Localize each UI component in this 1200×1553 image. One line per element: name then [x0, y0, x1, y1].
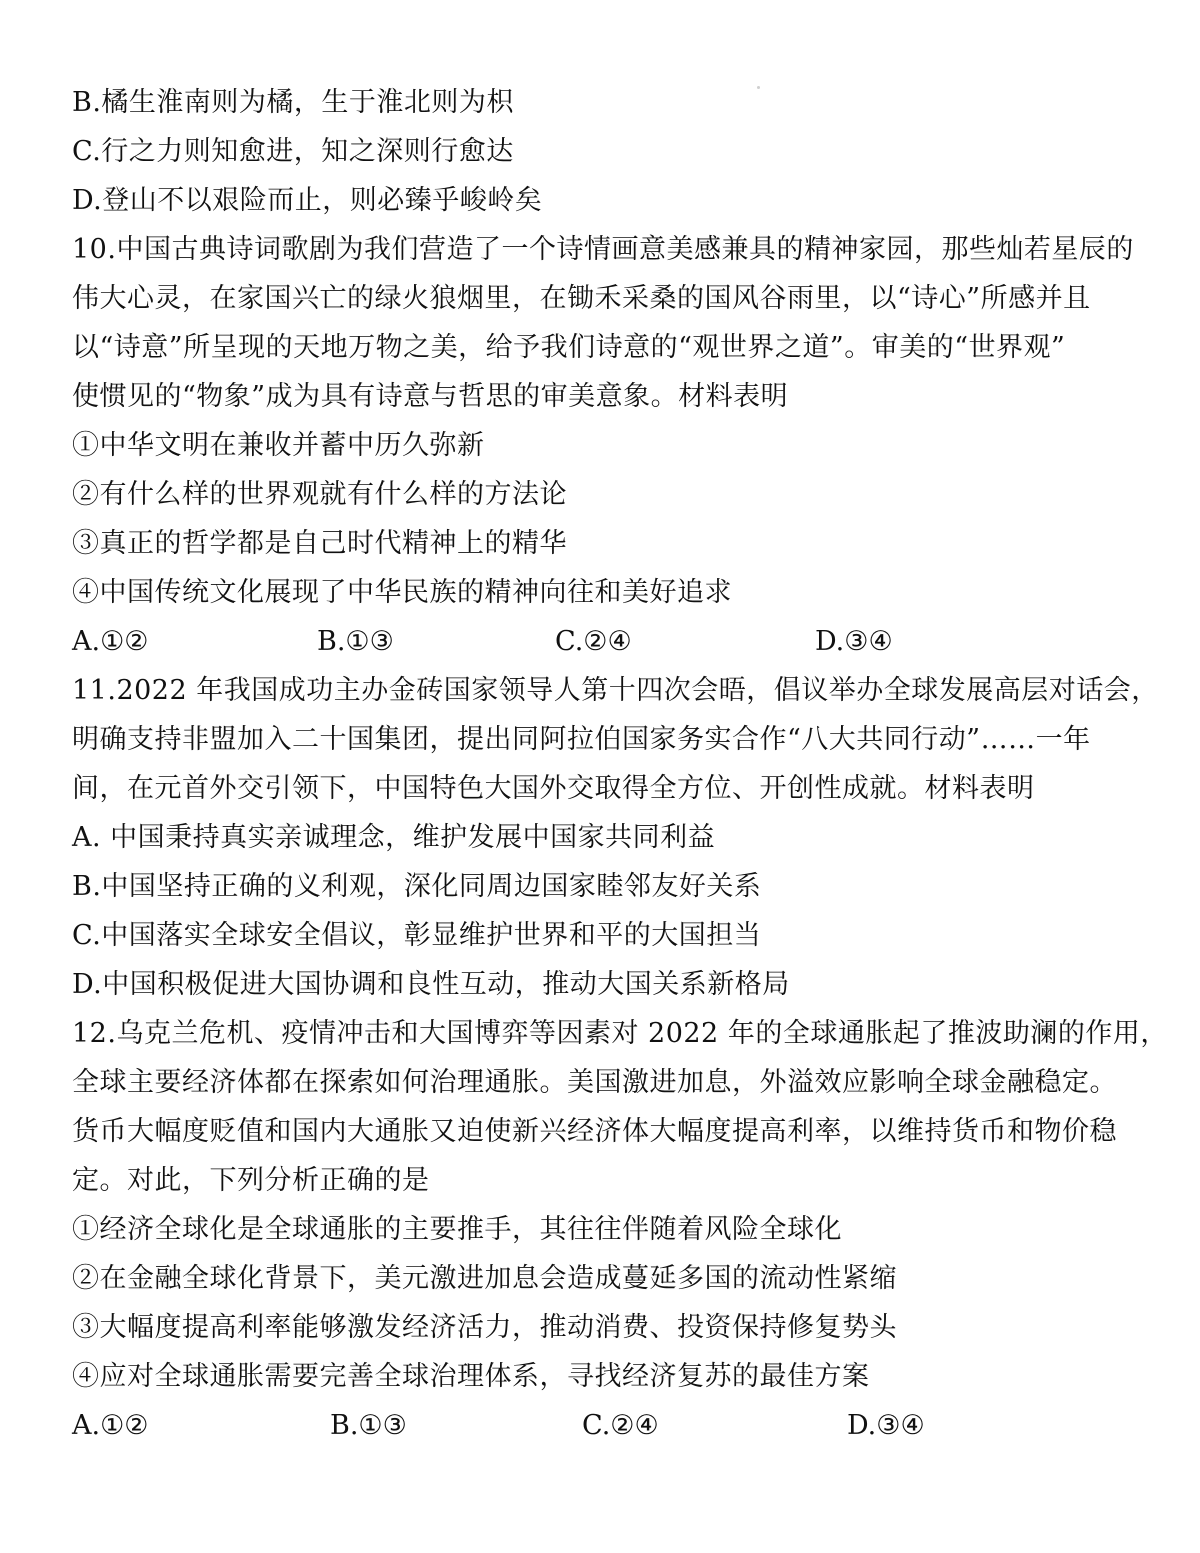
- q10-stem-line: 10.中国古典诗词歌剧为我们营造了一个诗情画意美感兼具的精神家园，那些灿若星辰的: [72, 234, 1134, 265]
- q12-option-c: C.②④: [582, 1410, 659, 1441]
- q12-stem-line: 货币大幅度贬值和国内大通胀又迫使新兴经济体大幅度提高利率，以维持货币和物价稳: [72, 1116, 1117, 1147]
- q11-option-b: B.中国坚持正确的义利观，深化同周边国家睦邻友好关系: [72, 871, 762, 902]
- q9-option-c: C.行之力则知愈进，知之深则行愈达: [72, 136, 514, 167]
- q12-statement-2: ②在金融全球化背景下，美元激进加息会造成蔓延多国的流动性紧缩: [72, 1263, 897, 1294]
- question-10: [72, 225, 1136, 666]
- q11-option-d: D.中国积极促进大国协调和良性互动，推动大国关系新格局: [72, 969, 790, 1000]
- exam-page: [72, 78, 1168, 1450]
- q10-statement-2: ②有什么样的世界观就有什么样的方法论: [72, 479, 567, 510]
- q12-option-a: A.①②: [72, 1410, 149, 1441]
- q12-stem-line: 12.乌克兰危机、疫情冲击和大国博弈等因素对 2022 年的全球通胀起了推波助澜的作用，: [72, 1018, 1168, 1049]
- q11-stem-line: 明确支持非盟加入二十国集团，提出同阿拉伯国家务实合作“八大共同行动”……一年: [72, 724, 1091, 755]
- q10-statement-3: ③真正的哲学都是自己时代精神上的精华: [72, 528, 567, 559]
- q10-statement-4: ④中国传统文化展现了中华民族的精神向往和美好追求: [72, 577, 732, 608]
- q11-stem-line: 间，在元首外交引领下，中国特色大国外交取得全方位、开创性成就。材料表明: [72, 773, 1035, 804]
- q10-option-d: D.③④: [815, 626, 893, 657]
- q11-option-a: A. 中国秉持真实亲诚理念，维护发展中国家共同利益: [72, 822, 716, 853]
- q12-statement-1: ①经济全球化是全球通胀的主要推手，其往往伴随着风险全球化: [72, 1214, 842, 1245]
- q12-options: [72, 1401, 1136, 1450]
- question-11: [72, 666, 1159, 1009]
- q10-options: [72, 617, 1136, 666]
- q9-option-b: B.橘生淮南则为橘，生于淮北则为枳: [72, 87, 514, 118]
- q10-option-b: B.①③: [317, 626, 394, 657]
- q10-option-c: C.②④: [555, 626, 632, 657]
- q11-stem-line: 11.2022 年我国成功主办金砖国家领导人第十四次会晤，倡议举办全球发展高层对话会，: [72, 675, 1159, 706]
- q10-statement-1: ①中华文明在兼收并蓄中历久弥新: [72, 430, 485, 461]
- q9-option-d: D.登山不以艰险而止，则必臻乎峻岭矣: [72, 185, 543, 216]
- q12-statement-3: ③大幅度提高利率能够激发经济活力，推动消费、投资保持修复势头: [72, 1312, 897, 1343]
- q10-stem-line: 使惯见的“物象”成为具有诗意与哲思的审美意象。材料表明: [72, 381, 789, 412]
- q12-option-b: B.①③: [330, 1410, 407, 1441]
- q11-option-c: C.中国落实全球安全倡议，彰显维护世界和平的大国担当: [72, 920, 762, 951]
- q12-statement-4: ④应对全球通胀需要完善全球治理体系，寻找经济复苏的最佳方案: [72, 1361, 870, 1392]
- q12-stem-line: 全球主要经济体都在探索如何治理通胀。美国激进加息，外溢效应影响全球金融稳定。: [72, 1067, 1117, 1098]
- q12-stem-line: 定。对此，下列分析正确的是: [72, 1165, 430, 1196]
- q10-option-a: A.①②: [72, 626, 149, 657]
- q10-stem-line: 伟大心灵，在家国兴亡的绿火狼烟里，在锄禾采桑的国风谷雨里，以“诗心”所感并且: [72, 283, 1091, 314]
- q10-stem-line: 以“诗意”所呈现的天地万物之美，给予我们诗意的“观世界之道”。审美的“世界观”: [72, 332, 1066, 363]
- q12-option-d: D.③④: [847, 1410, 925, 1441]
- question-12: [72, 1009, 1168, 1450]
